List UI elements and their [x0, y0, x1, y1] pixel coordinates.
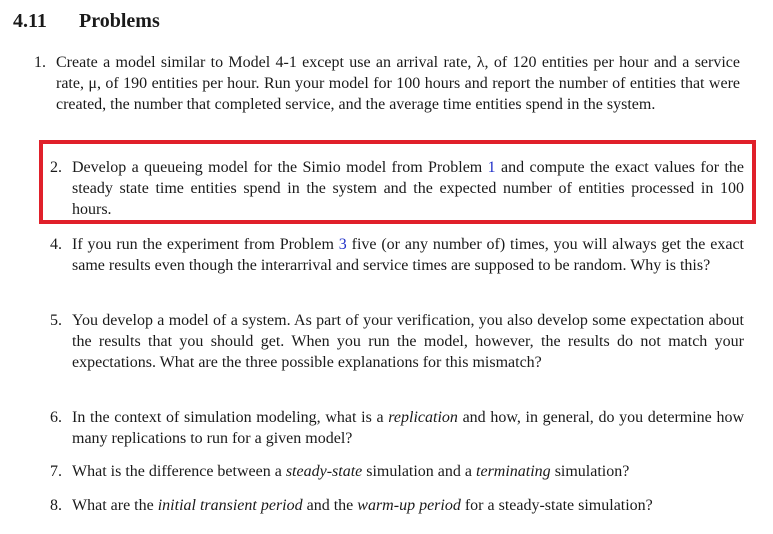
problem-5 [50, 310, 744, 373]
problem-text: If you run the experiment from Problem [72, 236, 339, 253]
problem-text: Develop a queueing model for the Simio model from Problem [72, 159, 488, 176]
problem-emphasis: replication [388, 409, 458, 426]
problem-number: 5. [50, 312, 62, 329]
problem-6 [50, 407, 744, 449]
problem-number: 4. [50, 236, 62, 253]
problem-number: 8. [50, 497, 62, 514]
problem-number: 2. [50, 159, 62, 176]
problem-text: Create a model similar to Model 4-1 except use an arrival rate, λ, of 120 entities per hour and a service rate, μ, of 190 entities per hour. Run your model for 100 hours and report the number of entities that were created, the number that completed service, and the average time entities spend in the system. [56, 54, 740, 113]
problem-number: 6. [50, 409, 62, 426]
problem-emphasis-2: terminating [476, 463, 551, 480]
section-title: Problems [79, 10, 160, 32]
problem-text-cont: simulation? [550, 463, 630, 480]
problem-emphasis-2: warm-up period [357, 497, 461, 514]
problem-text: What is the difference between a [72, 463, 286, 480]
problem-7 [50, 461, 762, 482]
problem-text-cont: five (or any number of) times, you will always get the exact same results even though the interarrival and service times are supposed to be random. Why is this? [72, 236, 744, 274]
problem-text-cont: for a steady-state simulation? [460, 497, 653, 514]
problem-emphasis: steady-state [285, 463, 363, 480]
problem-reference-link[interactable]: 3 [338, 236, 347, 253]
section-number: 4.11 [13, 10, 47, 32]
problem-text-mid: simulation and a [362, 463, 477, 480]
problem-text-mid: and the [302, 497, 358, 514]
problem-number: 7. [50, 463, 62, 480]
problem-2 [50, 157, 744, 220]
problem-text-cont: and compute the exact values for the steady state time entities spend in the system and the expected number of entities processed in 100 hours. [72, 159, 744, 218]
section-heading [13, 9, 160, 33]
problem-reference-link[interactable]: 1 [487, 159, 496, 176]
problem-emphasis: initial transient period [157, 497, 303, 514]
problem-text: What are the [72, 497, 158, 514]
problem-text: You develop a model of a system. As part of your verification, you also develop some expectation about the results that you should get. When you run the model, however, the results do not match your expectations. What are the three possible explanations for this mismatch? [72, 312, 744, 371]
problem-1 [34, 52, 740, 115]
problem-text: In the context of simulation modeling, what is a [72, 409, 389, 426]
problem-4 [50, 234, 744, 276]
problem-number: 1. [34, 54, 46, 71]
problem-text-cont: and how, in general, do you determine how many replications to run for a given model? [72, 409, 744, 447]
problem-8 [50, 495, 767, 516]
